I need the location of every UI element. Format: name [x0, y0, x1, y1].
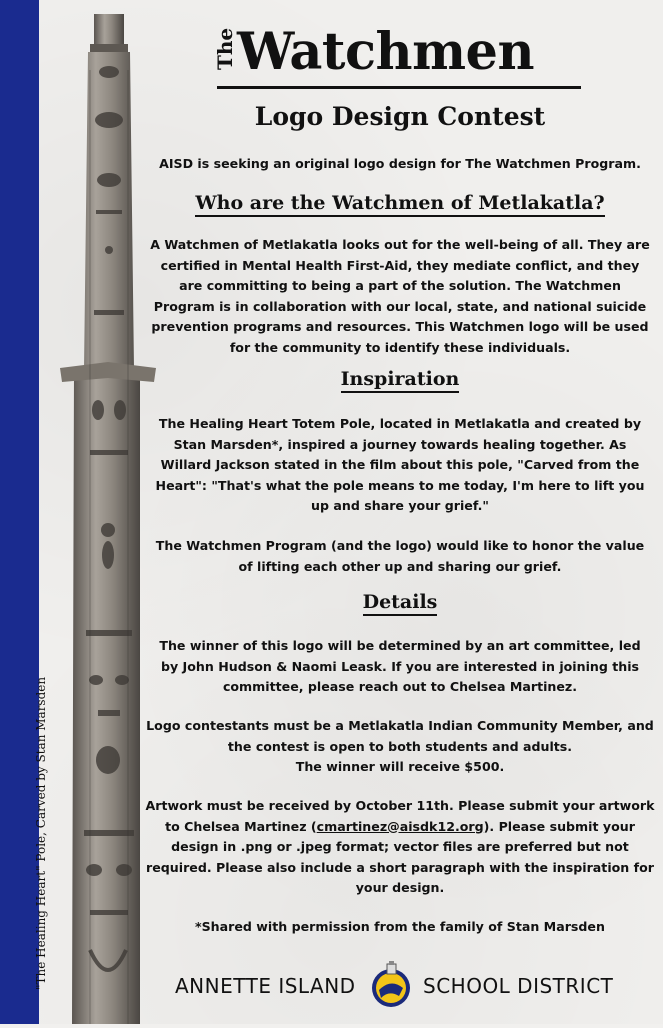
section-heading-details-text: Details [363, 591, 438, 616]
submission-text-start: Artwork must be received by October 11th. Please submit your artwork to Chelsea Martinez ( [145, 798, 655, 834]
section-body-details-2 [145, 716, 655, 778]
section-heading-inspiration [145, 368, 655, 390]
section-heading-details [145, 591, 655, 613]
district-logo-icon [369, 960, 413, 1010]
section-body-inspiration-1: The Healing Heart Totem Pole, located in Metlakatla and created by Stan Marsden*, inspired a journey towards healing together. As Willard Jackson stated in the film about this pole, "Carved from the Heart": "That's what the pole means to me today, I'm here to lift you up and share your grief." [155, 416, 645, 513]
section-body-details-3 [145, 796, 655, 899]
pole-caption: "The Healing Heart" Pole, Carved by Stan Marsden [34, 676, 48, 990]
page-title [215, 16, 585, 96]
title-the: The [213, 27, 237, 70]
prize-text: The winner will receive $500. [295, 759, 505, 774]
section-body-details-1: The winner of this logo will be determined by an art committee, led by John Hudson & Naomi Leask. If you are interested in joining this committee, please reach out to Chelsea Martinez. [159, 638, 641, 694]
submission-text-end: ). Please submit your design in .png or .jpeg format; vector files are preferred but not required. Please also include a short paragraph with the inspiration for your design. [146, 818, 654, 895]
email-link[interactable]: cmartinez@aisdk12.org [316, 818, 484, 834]
footer-district-right: SCHOOL DISTRICT [423, 974, 614, 998]
title-watchmen: Watchmen [237, 22, 535, 82]
permission-note: *Shared with permission from the family of Stan Marsden [195, 919, 605, 934]
footer [145, 966, 655, 1012]
eligibility-text: Logo contestants must be a Metlakatla Indian Community Member, and the contest is open to both students and adults. [146, 718, 654, 754]
section-heading-inspiration-text: Inspiration [341, 368, 460, 393]
title-underline [217, 86, 581, 89]
section-body-inspiration-2: The Watchmen Program (and the logo) would like to honor the value of lifting each other up and sharing our grief. [155, 538, 645, 574]
section-heading-who-text: Who are the Watchmen of Metlakatla? [195, 192, 604, 217]
intro-text: AISD is seeking an original logo design for The Watchmen Program. [159, 156, 641, 171]
footer-district-left: ANNETTE ISLAND [175, 974, 356, 998]
section-body-who: A Watchmen of Metlakatla looks out for the well-being of all. They are certified in Mental Health First-Aid, they mediate conflict, and they are committing to being a part of the solution. The Watchmen Program is in collaboration with our local, state, and national suicide prevention programs and resources. This Watchmen logo will be used for the community to identify these individuals. [150, 237, 650, 355]
subtitle: Logo Design Contest [254, 102, 546, 131]
section-heading-who [145, 192, 655, 214]
